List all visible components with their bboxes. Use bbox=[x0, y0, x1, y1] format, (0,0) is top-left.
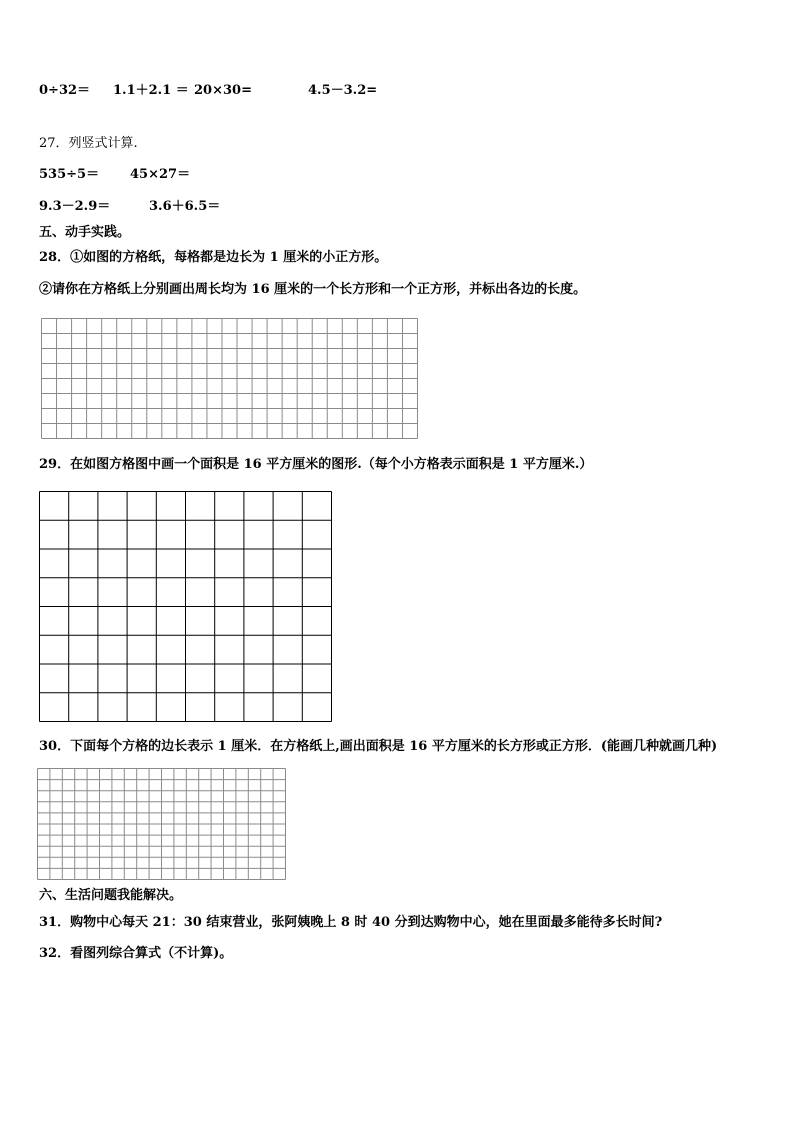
q29-text: 29．在如图方格图中画一个面积是 16 平方厘米的图形.（每个小方格表示面积是 1 平方厘米.） bbox=[39, 457, 593, 472]
q27-title: 27．列竖式计算. bbox=[39, 136, 138, 151]
q29-grid[interactable] bbox=[39, 491, 332, 722]
q27-calc-2: 45×27＝ bbox=[130, 167, 191, 182]
calc-20-times-30: 20×30= bbox=[194, 83, 252, 98]
calc-0-div-32: 0÷32＝ bbox=[39, 83, 91, 98]
calc-4-5-minus-3-2: 4.5－3.2= bbox=[308, 83, 378, 98]
q28-line-2: ②请你在方格纸上分别画出周长均为 16 厘米的一个长方形和一个正方形，并标出各边的长度。 bbox=[39, 282, 587, 297]
q30-text: 30．下面每个方格的边长表示 1 厘米．在方格纸上,画出面积是 16 平方厘米的长方形或正方形．(能画几种就画几种) bbox=[39, 739, 718, 754]
q31-text: 31．购物中心每天 21：30 结束营业，张阿姨晚上 8 时 40 分到达购物中心，她在里面最多能待多长时间? bbox=[39, 915, 663, 930]
q30-grid-paper[interactable] bbox=[37, 768, 286, 880]
q32-text: 32．看图列综合算式（不计算)。 bbox=[39, 946, 233, 961]
q27-calc-3: 9.3－2.9＝ bbox=[39, 199, 111, 214]
q27-calc-1: 535÷5＝ bbox=[39, 167, 100, 182]
calc-1-1-plus-2-1: 1.1＋2.1 ＝ bbox=[113, 83, 189, 98]
q27-calc-4: 3.6＋6.5＝ bbox=[149, 199, 221, 214]
section-6-title: 六、生活问题我能解决。 bbox=[39, 888, 183, 903]
q28-line-1: 28．①如图的方格纸，每格都是边长为 1 厘米的小正方形。 bbox=[39, 250, 388, 265]
q28-grid-paper[interactable] bbox=[41, 318, 418, 439]
section-5-title: 五、动手实践。 bbox=[39, 225, 131, 240]
